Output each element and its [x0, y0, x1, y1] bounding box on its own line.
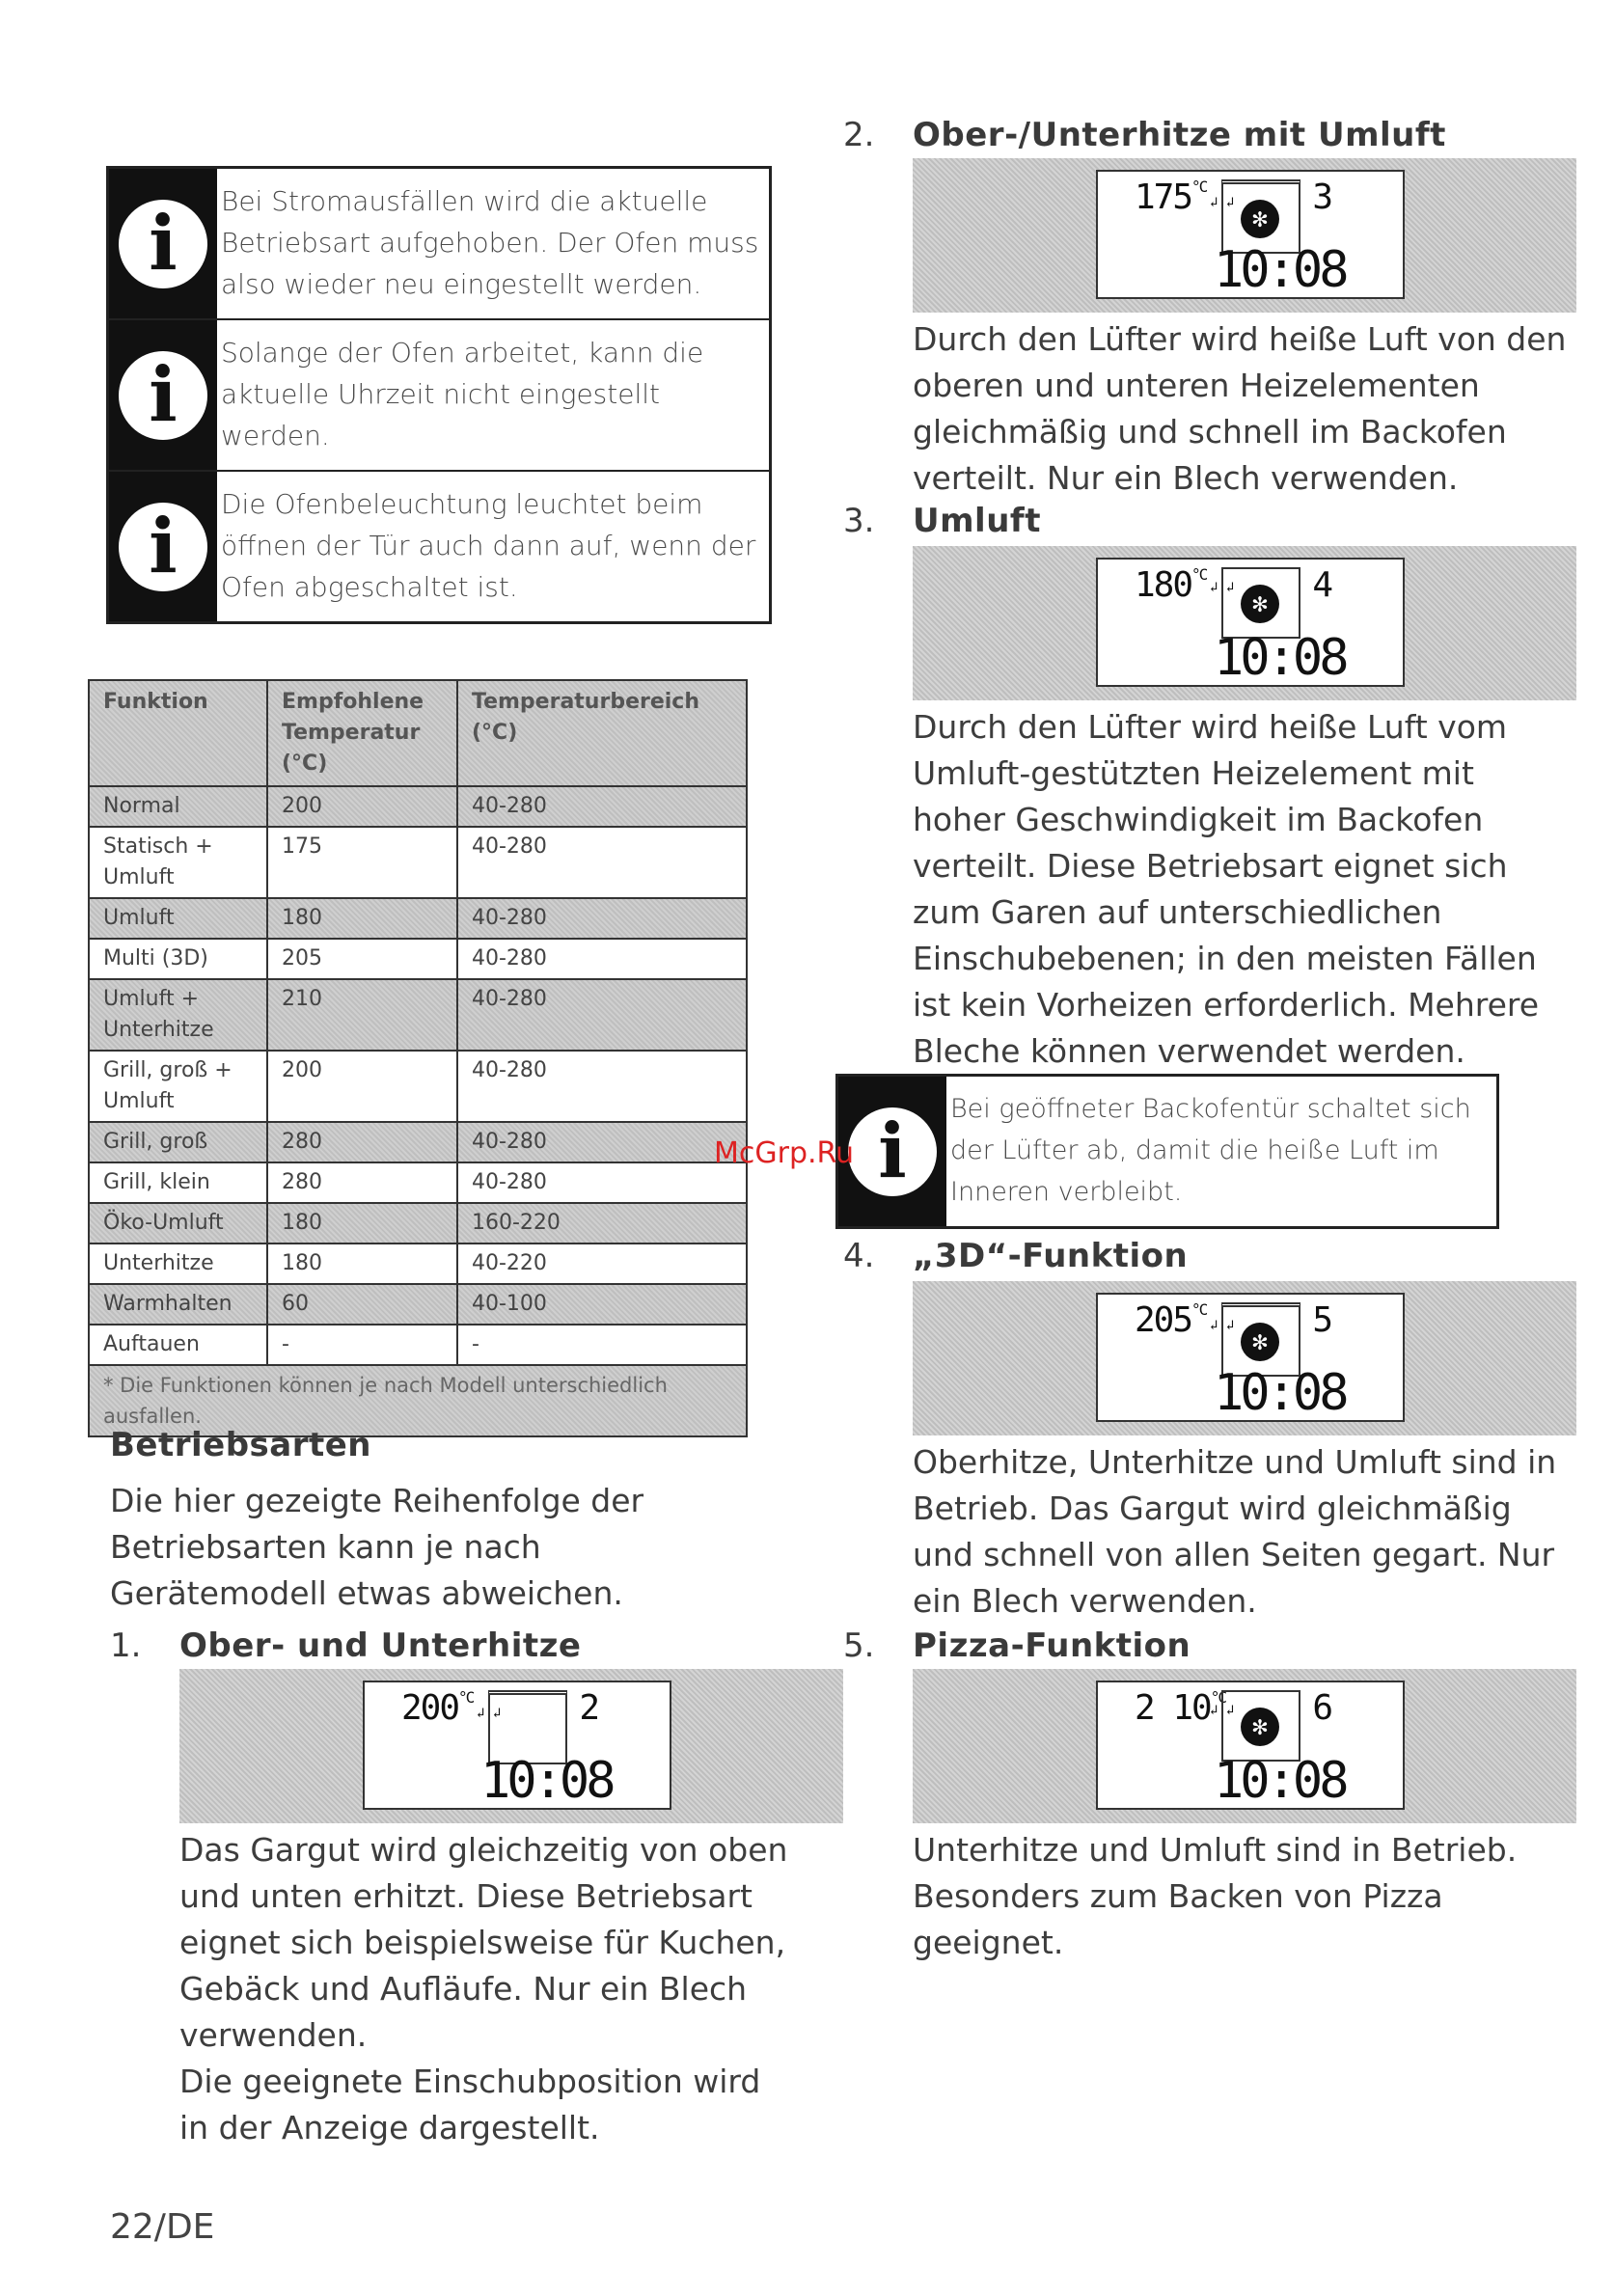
fan-icon: ✻	[1241, 585, 1279, 623]
mode-description: Durch den Lüfter wird heiße Luft von den oberen und unteren Heizelementen gleichmäßig und schnell im Backofen verteilt. Nur ein Blech verwenden.	[913, 320, 1567, 497]
table-cell: Grill, groß + Umluft	[89, 1051, 267, 1122]
display-panel	[913, 1281, 1576, 1435]
display-temperature: $200^{^\circ C}$	[401, 1688, 474, 1728]
info-box	[835, 1074, 1499, 1229]
display-time: 10:08	[480, 1752, 613, 1810]
table-cell: Grill, groß	[89, 1122, 267, 1162]
table-cell: 40-280	[457, 1162, 747, 1203]
watermark: McGrp.Ru	[714, 1136, 855, 1170]
table-cell: 40-280	[457, 939, 747, 979]
table-cell: Warmhalten	[89, 1284, 267, 1325]
display-shelf-level: 3	[1312, 178, 1333, 217]
display-time: 10:08	[1214, 629, 1346, 687]
display-panel	[913, 1669, 1576, 1823]
table-header-row	[89, 680, 747, 786]
table-cell: 40-280	[457, 979, 747, 1051]
table-row	[89, 898, 747, 939]
info-icon: i	[838, 1077, 946, 1226]
info-text: Die Ofenbeleuchtung leuchtet beim öffnen der Tür auch dann auf, wenn der Ofen abgeschaltet ist.	[221, 488, 756, 603]
lcd-display	[1096, 170, 1405, 299]
shelf-hooks-icon: ↲ ↲	[1210, 580, 1235, 595]
mode-description-note: Die geeignete Einschubposition wird in der Anzeige dargestellt.	[179, 2063, 761, 2146]
display-time: 10:08	[1214, 1364, 1346, 1422]
table-row	[89, 979, 747, 1051]
lcd-display	[1096, 1293, 1405, 1422]
display-temperature: 2 $10^{^\circ C}$	[1135, 1688, 1225, 1728]
info-text: Bei geöffneter Backofentür schaltet sich der Lüfter ab, damit die heiße Luft im Inneren verbleibt.	[950, 1094, 1471, 1207]
info-icon: i	[109, 472, 217, 621]
info-box-group	[106, 166, 772, 624]
display-time: 10:08	[1214, 241, 1346, 299]
lcd-display	[1096, 1681, 1405, 1810]
table-cell: 40-280	[457, 786, 747, 827]
table-cell: 40-280	[457, 1051, 747, 1122]
table-header: Temperaturbereich (°C)	[457, 680, 747, 786]
display-temperature: $180^{^\circ C}$	[1135, 565, 1207, 605]
table-row	[89, 1051, 747, 1122]
mode-description: Das Gargut wird gleichzeitig von oben und unten erhitzt. Diese Betriebsart eignet sich beispielsweise für Kuchen, Gebäck und Aufläufe. Nur ein Blech verwenden.	[179, 1831, 788, 2054]
info-box	[109, 169, 769, 320]
table-row	[89, 1162, 747, 1203]
display-panel	[913, 158, 1576, 313]
mode-description: Unterhitze und Umluft sind in Betrieb. Besonders zum Backen von Pizza geeignet.	[913, 1831, 1518, 1961]
info-icon: i	[109, 320, 217, 470]
shelf-hooks-icon: ↲ ↲	[1210, 195, 1235, 210]
mode-number: 4.	[843, 1237, 875, 1275]
mode-title: Ober-/Unterhitze mit Umluft	[913, 116, 1446, 154]
table-cell: Umluft + Unterhitze	[89, 979, 267, 1051]
table-cell: Grill, klein	[89, 1162, 267, 1203]
fan-icon: ✻	[1241, 1708, 1279, 1746]
mode-title: „3D“-Funktion	[913, 1237, 1189, 1275]
table-cell: 280	[267, 1122, 457, 1162]
mode-number: 1.	[110, 1626, 142, 1665]
info-text: Bei Stromausfällen wird die aktuelle Betriebsart aufgehoben. Der Ofen muss also wieder neu eingestellt werden.	[221, 185, 759, 300]
mode-number: 5.	[843, 1626, 875, 1665]
info-icon: i	[109, 169, 217, 318]
display-shelf-level: 2	[579, 1688, 600, 1728]
lcd-display	[363, 1681, 671, 1810]
table-cell: 180	[267, 898, 457, 939]
table-row	[89, 1284, 747, 1325]
mode-description: Durch den Lüfter wird heiße Luft vom Umluft-gestützten Heizelement mit hoher Geschwindigkeit im Backofen verteilt. Diese Betriebsart eignet sich zum Garen auf unterschiedlichen Einschubebenen; in den meisten Fällen ist kein Vorheizen erforderlich. Mehrere Bleche können verwendet werden.	[913, 708, 1540, 1070]
info-text: Solange der Ofen arbeitet, kann die aktuelle Uhrzeit nicht eingestellt werden.	[221, 337, 704, 451]
table-note: * Die Funktionen können je nach Modell unterschiedlich ausfallen.	[89, 1365, 747, 1436]
fan-icon: ✻	[1241, 1323, 1279, 1361]
table-cell: 175	[267, 827, 457, 898]
table-cell: 40-280	[457, 898, 747, 939]
table-cell: Auftauen	[89, 1325, 267, 1365]
table-row	[89, 827, 747, 898]
table-cell: 60	[267, 1284, 457, 1325]
table-row	[89, 939, 747, 979]
shelf-hooks-icon: ↲ ↲	[1210, 1318, 1235, 1333]
shelf-hooks-icon: ↲ ↲	[477, 1706, 502, 1721]
table-cell: -	[457, 1325, 747, 1365]
table-cell: Normal	[89, 786, 267, 827]
mode-number: 2.	[843, 116, 875, 154]
mode-title: Ober- und Unterhitze	[179, 1626, 582, 1665]
table-cell: Öko-Umluft	[89, 1203, 267, 1244]
display-shelf-level: 4	[1312, 565, 1333, 605]
display-time: 10:08	[1214, 1752, 1346, 1810]
table-row	[89, 1325, 747, 1365]
table-cell: 205	[267, 939, 457, 979]
table-cell: 210	[267, 979, 457, 1051]
table-cell: 280	[267, 1162, 457, 1203]
table-cell: Umluft	[89, 898, 267, 939]
section-intro: Die hier gezeigte Reihenfolge der Betriebsarten kann je nach Gerätemodell etwas abweichen.	[110, 1482, 644, 1612]
oven-icon	[1210, 567, 1300, 639]
display-shelf-level: 6	[1312, 1688, 1333, 1728]
mode-number: 3.	[843, 502, 875, 540]
display-shelf-level: 5	[1312, 1300, 1333, 1340]
function-table	[88, 679, 748, 1437]
shelf-hooks-icon: ↲ ↲	[1210, 1703, 1235, 1718]
mode-description: Oberhitze, Unterhitze und Umluft sind in Betrieb. Das Gargut wird gleichmäßig und schnell von allen Seiten gegart. Nur ein Blech verwenden.	[913, 1443, 1557, 1620]
table-cell: 180	[267, 1244, 457, 1284]
table-cell: -	[267, 1325, 457, 1365]
display-temperature: $175^{^\circ C}$	[1135, 178, 1207, 217]
table-cell: 160-220	[457, 1203, 747, 1244]
mode-title: Umluft	[913, 502, 1041, 540]
table-row	[89, 1244, 747, 1284]
fan-icon: ✻	[1241, 200, 1279, 238]
table-cell: 40-280	[457, 1122, 747, 1162]
section-heading: Betriebsarten	[110, 1426, 372, 1464]
info-box	[109, 472, 769, 621]
display-temperature: $205^{^\circ C}$	[1135, 1300, 1207, 1340]
table-cell: 180	[267, 1203, 457, 1244]
table-cell: Unterhitze	[89, 1244, 267, 1284]
display-panel	[913, 546, 1576, 700]
table-row	[89, 786, 747, 827]
table-header: Empfohlene Temperatur (°C)	[267, 680, 457, 786]
page-number: 22/DE	[110, 2207, 215, 2247]
table-cell: Statisch + Umluft	[89, 827, 267, 898]
display-panel	[179, 1669, 843, 1823]
table-cell: 40-280	[457, 827, 747, 898]
oven-icon	[1210, 1690, 1300, 1762]
table-cell: 40-220	[457, 1244, 747, 1284]
mode-title: Pizza-Funktion	[913, 1626, 1191, 1665]
table-row	[89, 1122, 747, 1162]
table-header: Funktion	[89, 680, 267, 786]
info-box	[109, 320, 769, 472]
table-cell: 200	[267, 786, 457, 827]
lcd-display	[1096, 558, 1405, 687]
table-cell: 40-100	[457, 1284, 747, 1325]
table-cell: Multi (3D)	[89, 939, 267, 979]
table-row	[89, 1203, 747, 1244]
table-cell: 200	[267, 1051, 457, 1122]
